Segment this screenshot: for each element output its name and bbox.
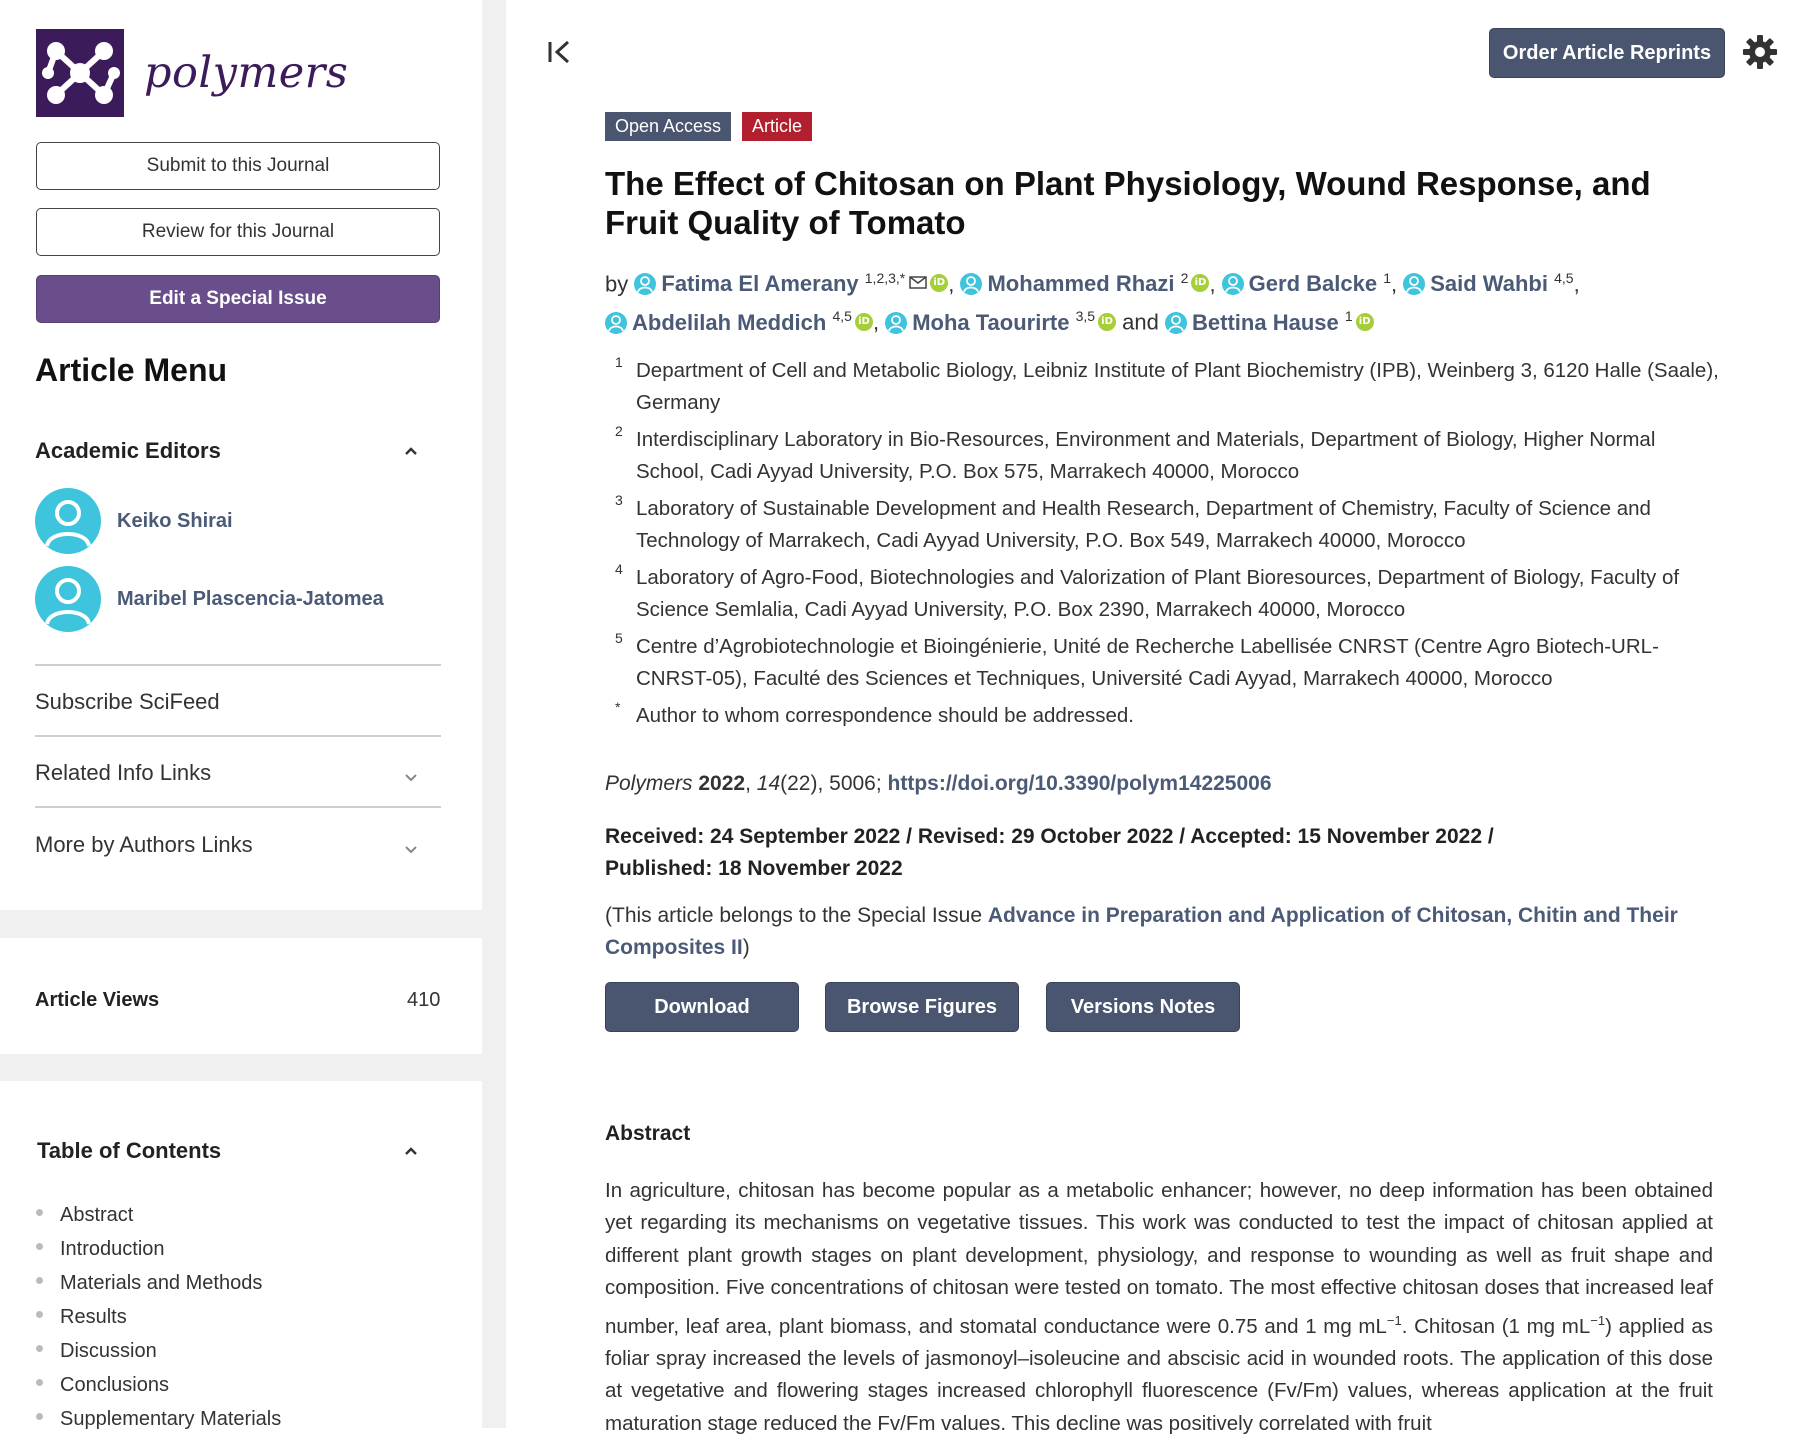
toc-title[interactable]: Table of Contents <box>37 1138 222 1163</box>
toc-item-label[interactable]: Results <box>60 1305 127 1328</box>
toc-item-label[interactable]: Conclusions <box>60 1373 169 1396</box>
order-reprints-button[interactable]: Order Article Reprints <box>1489 28 1725 78</box>
author-link[interactable] <box>885 310 1069 335</box>
author-affil-sup: 3,5 <box>1075 308 1096 325</box>
abstract-part: . Chitosan (1 mg mL <box>1401 1314 1591 1338</box>
article-views-label: Article Views <box>35 989 160 1011</box>
toc-item-label[interactable]: Discussion <box>60 1339 157 1362</box>
subscribe-scifeed-link[interactable]: Subscribe SciFeed <box>35 689 220 714</box>
divider <box>35 806 441 808</box>
toc-item-label[interactable]: Introduction <box>60 1237 165 1260</box>
open-access-badge: Open Access <box>605 112 731 141</box>
author-affil-sup: 1 <box>1344 308 1353 325</box>
author-name[interactable]: Said Wahbi <box>1430 271 1548 297</box>
article-type-badge: Article <box>742 112 812 141</box>
author-affil-sup: 2 <box>1180 270 1189 286</box>
more-by-authors-toggle[interactable]: More by Authors Links <box>35 832 253 857</box>
by-label: by <box>605 271 629 297</box>
author-name[interactable]: Fatima El Amerany <box>661 271 859 297</box>
and-label: and <box>1122 309 1159 335</box>
chevron-up-icon[interactable] <box>404 446 418 456</box>
submit-to-journal-button[interactable]: Submit to this Journal <box>36 142 440 190</box>
abstract-text <box>605 1175 1713 1440</box>
article-title: The Effect of Chitosan on Plant Physiology, Wound Response, and Fruit Quality of Tomato <box>605 165 1651 241</box>
affiliation-text: Centre d’Agrobiotechnologie et Bioingénierie, Unité de Recherche Labellisée CNRST (Centre Agro Biotech-URL-CNRST-05), Faculté des Sciences et Techniques, Université Cadi Ayyad, Marrakech 40000, Morocco <box>636 635 1659 690</box>
author-link[interactable] <box>1403 271 1548 296</box>
citation-line: Polymers 2022, 14(22), 5006; https://doi.org/10.3390/polym14225006 <box>605 772 1272 795</box>
special-issue-link[interactable]: Advance in Preparation and Application of Chitosan, Chitin and Their Composites II <box>605 904 1678 959</box>
bullet-icon <box>36 1345 43 1352</box>
user-avatar-icon <box>35 566 101 632</box>
polymers-logo-icon <box>36 29 124 117</box>
author-name[interactable]: Abdelilah Meddich <box>632 309 827 335</box>
affiliation-item <box>611 562 1721 626</box>
author-name[interactable]: Moha Taourirte <box>912 309 1070 335</box>
user-icon <box>960 273 982 295</box>
table-of-contents-panel <box>0 1081 482 1428</box>
toc-item[interactable] <box>36 1232 281 1266</box>
author-name[interactable]: Gerd Balcke <box>1248 271 1378 297</box>
affiliation-text: Laboratory of Sustainable Development and Health Research, Department of Chemistry, Faculty of Science and Technology of Marrakech, Cadi Ayyad University, P.O. Box 549, Marrakech 40000, Morocco <box>636 497 1651 552</box>
orcid-icon[interactable]: iD <box>930 274 948 292</box>
editor-name[interactable]: Keiko Shirai <box>117 509 233 532</box>
author-affil-sup: 4,5 <box>1554 270 1574 286</box>
toc-item[interactable] <box>36 1300 281 1334</box>
affiliation-list <box>611 355 1721 737</box>
toc-item[interactable] <box>36 1334 281 1368</box>
affiliation-item <box>611 355 1721 419</box>
orcid-icon[interactable]: iD <box>1191 274 1209 292</box>
abstract-heading: Abstract <box>605 1122 691 1145</box>
author-list: by Fatima El Amerany $^{1,2,3,*}$ iD , Mohammed Rhazi $^2$ iD , Gerd Balcke $^1$, Said Wahbi $^{4,5}$, Abdelilah Meddich $^{4,5}$ iD , Moha Taourirte $^{3,5}$ iD and Bettina Hause $^1$ iD <box>605 270 1580 335</box>
affiliation-number: 5 <box>615 630 623 646</box>
journal-logo[interactable] <box>36 29 348 117</box>
bullet-icon <box>36 1379 43 1386</box>
article-menu-heading: Article Menu <box>35 352 228 388</box>
affiliation-item <box>611 493 1721 557</box>
bullet-icon <box>36 1413 43 1420</box>
collapse-sidebar-icon[interactable] <box>546 38 572 66</box>
orcid-icon[interactable]: iD <box>855 313 873 331</box>
user-icon <box>885 312 907 334</box>
sidebar <box>0 0 506 1428</box>
citation-issue: (22), 5006; <box>780 772 888 795</box>
citation-volume: 14 <box>756 772 781 795</box>
gear-icon[interactable] <box>1742 34 1778 70</box>
chevron-down-icon[interactable] <box>404 844 418 854</box>
citation-journal: Polymers <box>605 772 693 795</box>
dates-line-1: Received: 24 September 2022 / Revised: 29 October 2022 / Accepted: 15 November 2022 / <box>605 825 1494 848</box>
affiliation-number: 2 <box>615 423 623 439</box>
article-views-panel <box>0 938 482 1054</box>
related-info-links-toggle[interactable]: Related Info Links <box>35 760 212 785</box>
toc-item[interactable] <box>36 1368 281 1402</box>
author-link[interactable] <box>605 310 826 335</box>
edit-special-issue-button[interactable]: Edit a Special Issue <box>36 275 440 323</box>
sidebar-main-panel <box>0 0 482 910</box>
author-name[interactable]: Bettina Hause <box>1192 309 1339 335</box>
article-views-count: 410 <box>407 989 441 1011</box>
user-icon <box>605 312 627 334</box>
affiliation-text: Author to whom correspondence should be addressed. <box>636 704 1135 727</box>
orcid-icon[interactable]: iD <box>1356 313 1374 331</box>
author-link[interactable] <box>1165 310 1339 335</box>
toc-item-label[interactable]: Materials and Methods <box>60 1271 263 1294</box>
author-affil-sup: 1,2,3,* <box>864 270 906 286</box>
download-button[interactable]: Download <box>605 982 799 1032</box>
author-name[interactable]: Mohammed Rhazi <box>987 271 1175 297</box>
citation-year: 2022 <box>698 772 746 795</box>
bullet-icon <box>36 1277 43 1284</box>
author-link[interactable] <box>634 271 858 296</box>
academic-editors-title[interactable]: Academic Editors <box>35 438 221 463</box>
versions-notes-button[interactable]: Versions Notes <box>1046 982 1240 1032</box>
orcid-icon[interactable]: iD <box>1098 313 1116 331</box>
user-icon <box>1403 273 1425 295</box>
affiliation-number: 1 <box>615 354 623 370</box>
affiliation-number: * <box>615 699 621 715</box>
abstract-sup: −1 <box>1590 1312 1606 1328</box>
affiliation-text: Interdisciplinary Laboratory in Bio-Resources, Environment and Materials, Department of Biology, Higher Normal School, Cadi Ayyad University, P.O. Box 575, Marrakech 40000, Morocco <box>636 428 1656 483</box>
toc-item-label[interactable]: Abstract <box>60 1203 134 1226</box>
user-icon <box>634 273 656 295</box>
special-issue-suffix: ) <box>742 936 750 959</box>
author-affil-sup: 1 <box>1383 270 1391 286</box>
affiliation-item <box>611 700 1721 732</box>
chevron-down-icon[interactable] <box>404 772 418 782</box>
affiliation-item <box>611 631 1721 695</box>
abstract-sup: −1 <box>1386 1312 1402 1328</box>
editor-name[interactable]: Maribel Plascencia-Jatomea <box>117 587 384 610</box>
chevron-up-icon[interactable] <box>404 1146 418 1156</box>
affiliation-text: Department of Cell and Metabolic Biology, Leibniz Institute of Plant Biochemistry (IPB), Weinberg 3, 6120 Halle (Saale), Germany <box>636 359 1719 414</box>
mail-icon[interactable] <box>909 276 927 289</box>
doi-link[interactable]: https://doi.org/10.3390/polym14225006 <box>887 772 1272 795</box>
toc-item[interactable] <box>36 1198 281 1232</box>
toc-item[interactable] <box>36 1266 281 1300</box>
affiliation-text: Laboratory of Agro-Food, Biotechnologies and Valorization of Plant Bioresources, Department of Biology, Faculty of Science Semlalia, Cadi Ayyad University, P.O. Box 2390, Marrakech 40000, Morocco <box>636 566 1680 621</box>
toc-list <box>36 1198 281 1436</box>
divider <box>35 664 441 666</box>
affiliation-number: 4 <box>615 561 623 577</box>
abstract-part: ) applied as foliar spray increased the levels of jasmonoyl–isoleucine and abscisic acid in wounded roots. The application of this dose at vegetative and flowering stages increased chlorophyll fluorescence (Fv/Fm) values, whereas application at the fruit maturation stage reduced the Fv/Fm values. This decline was positively correlated with fruit <box>605 1314 1714 1435</box>
toc-item[interactable] <box>36 1402 281 1436</box>
abstract-part: In agriculture, chitosan has become popular as a metabolic enhancer; however, no deep information has been obtained yet regarding its mechanisms on vegetative tissues. This work was conducted to test the impact of chitosan applied at different plant growth stages on plant development, physiology, and response to wounding as well as fruit shape and composition. Five concentrations of chitosan were tested on tomato. The most effective chitosan doses that increased leaf number, leaf area, plant biomass, and stomatal conductance were 0.75 and 1 mg mL <box>605 1179 1713 1338</box>
browse-figures-button[interactable]: Browse Figures <box>825 982 1019 1032</box>
affiliation-item <box>611 424 1721 488</box>
author-link[interactable] <box>1222 271 1377 296</box>
user-icon <box>1222 273 1244 295</box>
special-issue-note <box>605 900 1725 964</box>
divider <box>35 735 441 737</box>
affiliation-number: 3 <box>615 492 623 508</box>
user-icon <box>1165 312 1187 334</box>
editor-item[interactable] <box>35 566 384 632</box>
bullet-icon <box>36 1243 43 1250</box>
special-issue-prefix: (This article belongs to the Special Issue <box>605 904 988 927</box>
author-link[interactable] <box>960 271 1174 296</box>
bullet-icon <box>36 1209 43 1216</box>
bullet-icon <box>36 1311 43 1318</box>
dates-line-2: Published: 18 November 2022 <box>605 857 903 880</box>
publication-dates <box>605 821 1705 885</box>
journal-name: polymers <box>144 48 349 98</box>
user-avatar-icon <box>35 488 101 554</box>
toc-item-label[interactable]: Supplementary Materials <box>60 1407 282 1430</box>
editor-item[interactable] <box>35 488 233 554</box>
review-for-journal-button[interactable]: Review for this Journal <box>36 208 440 256</box>
author-affil-sup: 4,5 <box>832 308 852 325</box>
